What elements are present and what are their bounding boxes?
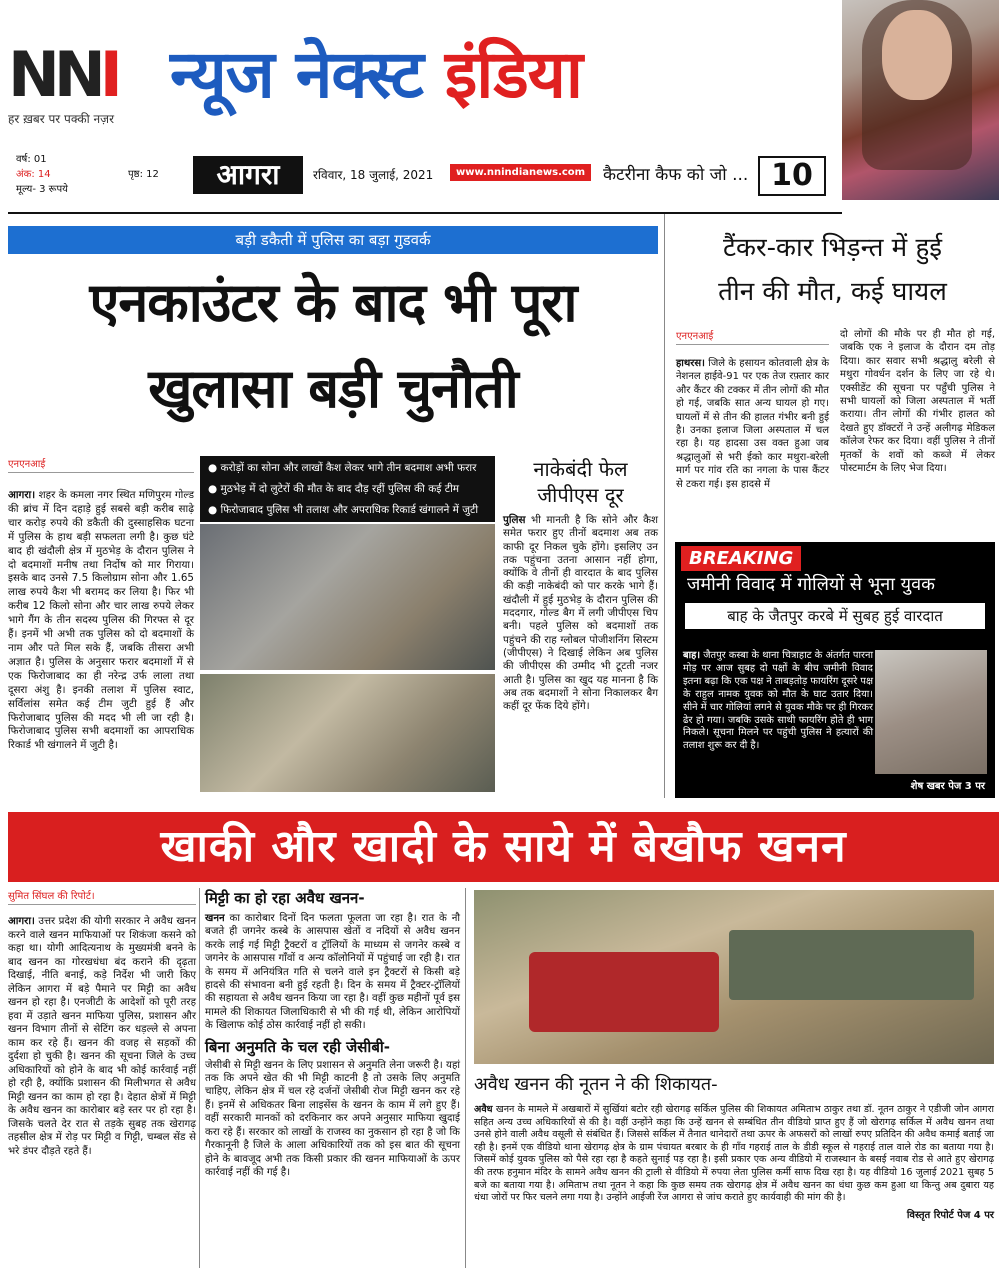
issue-year: वर्ष: 01 <box>16 154 47 165</box>
edition-city: आगरा <box>193 156 303 194</box>
mining-column-1: सुमित सिंघल की रिपोर्ट। आगरा। उत्तर प्रदेश की योगी सरकार ने अवैध खनन करने वाले खनन माफियाओं पर शिकंजा कसने को कहा था। योगी आदित्यनाथ के मुख्यमंत्री बनने के बाद खनन का गोरखधंधा बंद कराने की दृढ़ता दिखाई, नीति बनाई, कड़े निर्देश भी जारी किए लेकिन आगरा में बड़े पैमाने पर मिट्टी का अवैध खनन हो रहा है। एनजीटी के आदेशों को पूरी तरह हवा में उड़ाते खनन माफिया पुलिस, प्रशासन और खनन विभाग तीनों से सेटिंग कर धड़ल्ले से अपना काम कर रहे हैं। खनन की वजह से सड़कों की दुर्दशा हो चुकी है। खनन की सूचना जिले के उच्च अधिकारियों को होने के बाद भी कोई कार्रवाई नहीं हो रही है, क्योंकि प्रशासन की मिलीभगत से अवैध मिट्टी खनन का काम हो रहा है। देहात क्षेत्रों में मिट्टी के अवैध खनन का कारोबार बड़े स्तर पर हो रहा है। जिसके चलते देर रात से तड़के सुबह तक खेरागढ़ तहसील क्षेत्र में रोड़ पर मिट्टी व गिट्टी, चम्बल सेंड से भरे डंपर दौड़ते रहते हैं। <box>8 888 196 1158</box>
lead-headline-line1: एनकाउंटर के बाद भी पूरा <box>89 271 577 334</box>
issue-number: अंक: 14 <box>16 169 51 180</box>
tanker-headline: टैंकर-कार भिड़न्त में हुई तीन की मौत, कई घायल <box>718 233 947 307</box>
tanker-col2-body: दो लोगों की मौके पर ही मौत हो गई, जबकि एक ने इलाज के दौरान दम तोड़ दिया। कार सवार सभी श्रद्धालु बरेली से मथुरा गोवर्धन दर्शन के लिए जा रहे थे। एक्सीडेंट की सूचना पर पहुँची पुलिस ने सभी घायलों को जिला अस्पताल में भर्ती कराया। तीन लोगों की गंभीर हालत को देखते हुए डॉक्टरों ने उन्हें अलीगढ़ मेडिकल कॉलेज रेफर कर दिया। वहीं पुलिस ने तीनों मृतकों के शवों को कब्जे में लेकर पोस्टमार्टम के लिए भेज दिया। <box>840 329 995 475</box>
edition-date: रविवार, 18 जुलाई, 2021 <box>313 168 434 182</box>
breaking-subheadline: बाह के जैतपुर करबे में सुबह हुई वारदात <box>685 603 985 629</box>
breaking-continued: शेष खबर पेज 3 पर <box>910 781 985 792</box>
tanker-byline: एनएनआई <box>676 328 829 345</box>
lead-dateline: आगरा। <box>8 489 36 501</box>
lead-highlight-item: ● फिरोजाबाद पुलिस भी तलाश और अपराधिक रिकार्ड खंगालने में जुटी <box>208 504 479 516</box>
lead-highlights <box>200 456 495 522</box>
lead-headline-line2: खुलासा बड़ी चुनौती <box>148 357 518 420</box>
tanker-column-1: एनएनआई हाथरस। जिले के हसायन कोतवाली क्षेत्र के नेशनल हाईवे-91 पर एक तेज रफ़्तार कार और कैंटर की टक्कर में तीन लोगों की मौत हो गई, जबकि सात अन्य घायल हो गए। घायलों में से तीन की हालत गंभीर बनी हुई है। उनका इलाज जिला अस्पताल में चल रहा है। यह हादसा उस वक्त हुआ जब श्रद्धालुओं से भरी ईको कार मथुरा-बरेली मार्ग पर गांव रति का नगला के पास कैंटर से टकरा गई। इस हादसे में <box>676 328 829 491</box>
mining-column-2: मिट्टी का हो रहा अवैध खनन- खनन का कारोबार दिनों दिन फलता फूलता जा रहा है। रात के नौ बजते ही जगनेर कस्बे के आसपास खेतों व नदियों से अवैध खनन करके लाई गई मिट्टी ट्रैक्टरों व ट्रॉलियों के माध्यम से जगनेर कस्बे व जगनेर के आसपास गाँवों व अन्य कॉलोनियों में पहुंचाई जा रही है। रात के समय में अनियंत्रित गति से चलने वाले इन ट्रैक्टरों से किसी बड़े हादसे की संभावना बनी हुई रहती है। दिन के समय में ट्रैक्टर-ट्रॉलियों की सहायता से अवैध खनन किया जा रहा है। वहीं कुछ महीनों पूर्व इस मामले की शिकायत जिलाधिकारी से भी की गई थी, लेकिन आरोपियों के खिलाफ कोई ठोस कार्रवाई नहीं हो सकी। बिना अनुमति के चल रही जेसीबी- जेसीबी से मिट्टी खनन के लिए प्रशासन से अनुमति लेना जरूरी है। यहां तक कि अपने खेत की भी मिट्टी काटनी है तो उसके लिए अनुमति चाहिए, लेकिन क्षेत्र में चल रहे दर्जनों जेसीबी रोज मिट्टी खनन कर रहे हैं। इनमें से अधिकतर बिना लाइसेंस के खनन के काम में लगे हुए हैं। वहीं सरकारी मानकों को दरकिनार कर अपने अनुसार माफिया खुदाई करा रहे हैं। सरकार को लाखों के राजस्व का नुकसान हो रहा है जो कि गैरकानूनी है जिले के आला अधिकारियों तक को इस बात की सूचना होने के बावजूद अभी तक किसी प्रकार की खनन माफियाओं के ऊपर कार्रवाई नहीं की गई है। <box>205 889 460 1178</box>
tanker-column-2 <box>840 328 995 475</box>
teaser-page-number: 10 <box>758 156 826 196</box>
mining-col2-body: का कारोबार दिनों दिन फलता फूलता जा रहा है। रात के नौ बजते ही जगनेर कस्बे के आसपास खेतों व नदियों से अवैध खनन करके लाई गई मिट्टी ट्रैक्टरों व ट्रॉलियों के माध्यम से जगनेर कस्बे व जगनेर के आसपास गाँवों व अन्य कॉलोनियों में पहुंचाई जा रही है। रात के समय में अनियंत्रित गति से चलने वाले इन ट्रैक्टरों से किसी बड़े हादसे की संभावना बनी हुई रहती है। दिन के समय में ट्रैक्टर-ट्रॉलियों की सहायता से अवैध खनन किया जा रहा है। वहीं कुछ महीनों पूर्व इस मामले की शिकायत जिलाधिकारी से भी की गई थी, लेकिन आरोपियों के खिलाफ कोई ठोस कार्रवाई नहीं हो सकी। <box>205 913 460 1032</box>
lead-highlight-item: ● मुठभेड़ में दो लुटेरों की मौत के बाद दौड़ रहीं पुलिस की कई टीम <box>208 483 460 495</box>
issue-pages: पृष्ठ: 12 <box>128 169 159 180</box>
lead-column-3 <box>503 456 658 713</box>
issue-price: मूल्य- 3 रूपये <box>16 184 68 195</box>
lead-headline <box>8 260 658 432</box>
mining-column-3: अवैध खनन की नूतन ने की शिकायत- अवैध खनन के मामले में अखबारों में सुर्खियां बटोर रही खेरागढ़ सर्किल पुलिस की शिकायत अमिताभ ठाकुर तथा डॉ. नूतन ठाकुर ने एडीजी जोन आगरा सहित अन्य उच्च अधिकारियों से की है। वहीं उन्होंने कहा कि उन्हें खनन से सम्बंधित तीन वीडियो प्राप्त हुए हैं जो खेरागढ़ सर्किल में अवैध खनन तथा उनसे होने वाली अवैध वसूली से संबंधित हैं। जिससे सर्किल में तैनात थानेदारों तथा ऊपर के अफसरों को लाखों रुपए प्रतिदिन की अवैध कमाई बताई जा रही है। इनमें एक वीडियो थाना खेरागढ़ क्षेत्र के ग्राम पंचायत बरबार के ही गाँव गहराई ताल के डीडी स्कूल से गहराई ताल वाले रोड का बताया गया है। जिसमें कोई युवक पुलिस को पैसे रहा रहा है कहते सुनाई पड़ रहा है। इसी प्रकार एक अन्य वीडियो में राजस्थान के बसई नवाब रोड से आते हुए खेरागढ़ की तरफ हनुमान मंदिर के सामने अवैध खनन की ट्राली से वीडियो में रुपया लेता पुलिस कर्मी साफ दिख रहा है। यह वीडियो 16 जुलाई 2021 सुबह 5 बजे का बताया गया है। अमिताभ तथा नूतन ने कहा कि कुछ समय तक खेरागढ़ क्षेत्र में अवैध खनन का धंधा कुछ कम हुआ था किन्तु अब दुबारा यह धंधा जोरों पर फिर चलने लगा गया है। उन्होंने आईजी रेंज आगरा से जांच कराते हुए कार्यवाही की मांग की है। विस्तृत रिपोर्ट पेज 4 पर <box>474 1070 994 1221</box>
breaking-tag: BREAKING <box>681 546 801 571</box>
lead-kicker: बड़ी डकैती में पुलिस का बड़ा गुडवर्क <box>8 226 658 254</box>
newspaper-logo <box>8 34 158 130</box>
lead-byline: एनएनआई <box>8 456 194 473</box>
masthead-rule <box>8 212 842 214</box>
mining-section-heading-2: बिना अनुमति के चल रही जेसीबी- <box>205 1037 390 1056</box>
tanker-col1-body: जिले के हसायन कोतवाली क्षेत्र के नेशनल हाईवे-91 पर एक तेज रफ़्तार कार और कैंटर की टक्कर में तीन लोगों की मौत हो गई, जबकि सात अन्य घायल हो गए। घायलों में से तीन की हालत गंभीर बनी हुई है। उनका इलाज जिला अस्पताल में चल रहा है। यह हादसा उस वक्त हुआ जब श्रद्धालुओं से भरी ईको कार मथुरा-बरेली मार्ग पर गांव रति का नगला के पास कैंटर से टकरा गई। इस हादसे में <box>676 358 830 490</box>
logo-tagline: हर ख़बर पर पक्की नज़र <box>8 112 114 126</box>
lead-body: शहर के कमला नगर स्थित मणिपुरम गोल्ड की ब्रांच में दिन दहाड़े हुई सबसे बड़ी करीब साढ़े चार करोड़ रुपये की डकैती की दुस्साहसिक घटना में पुलिस के हाथ बड़ी सफलता लगी है। कुछ घंटे बाद ही खंदौली क्षेत्र में मुठभेड़ के दौरान पुलिस ने दो बदमाशों मनीष तथा निर्दोष को मार गिराया। इसके बाद उनसे 7.5 किलोग्राम सोना और 1.65 लाख रुपये कैश भी बरामद कर लिया है। फिर भी करीब 12 किलो सोना और चार लाख रुपये लेकर भागे गैंग के तीन सदस्य पुलिस की गिरफ्त से दूर हैं। इनमें भी अभी तक पुलिस को दो बदमाशों के नाम और पते मिल सके हैं, जबकि तीसरा अभी अज्ञात है। पुलिस के अनुसार फरार बदमाशों में से एक फिरोजाबाद का ही नरेन्द्र उर्फ लाला तथा दूसरा अंशु है। इनकी तलाश में पुलिस स्वाट, सर्विलांस समेत कई टीम जुटी हुई हैं और फिरोजाबाद पुलिस की मदद भी ली जा रही है। फिरोजाबाद पुलिस सभी बदमाशों का आपराधिक रिकार्ड भी खंगालने में जुटी है। <box>8 489 194 752</box>
mining-continued: विस्तृत रिपोर्ट पेज 4 पर <box>906 1209 994 1221</box>
logo-mark: NNI <box>8 38 117 111</box>
lead-subheading: नाकेबंदी फेल जीपीएस दूर <box>533 457 628 507</box>
tractor-shape <box>529 952 719 1032</box>
mining-col2b-body: जेसीबी से मिट्टी खनन के लिए प्रशासन से अनुमति लेना जरूरी है। यहां तक कि अपने खेत की भी मिट्टी काटनी है तो उसके लिए अनुमति चाहिए, लेकिन क्षेत्र में चल रहे दर्जनों जेसीबी रोज मिट्टी खनन कर रहे हैं। इनमें से अधिकतर बिना लाइसेंस के खनन के काम में लगे हुए हैं। वहीं सरकारी मानकों को दरकिनार कर अपने अनुसार माफिया खुदाई करा रहे हैं। सरकार को लाखों के राजस्व का नुकसान हो रहा है जो कि गैरकानूनी है जिले के आला अधिकारियों तक को इस बात की सूचना होने के बावजूद अभी तक किसी प्रकार की खनन माफियाओं के ऊपर कार्रवाई नहीं की गई है। <box>205 1059 460 1178</box>
mining-col3-body: खनन के मामले में अखबारों में सुर्खियां बटोर रही खेरागढ़ सर्किल पुलिस की शिकायत अमिताभ ठाकुर तथा डॉ. नूतन ठाकुर ने एडीजी जोन आगरा सहित अन्य उच्च अधिकारियों से की है। वहीं उन्होंने कहा कि उन्हें खनन से सम्बंधित तीन वीडियो प्राप्त हुए हैं जो खेरागढ़ सर्किल में अवैध खनन तथा उनसे होने वाली अवैध वसूली से संबंधित हैं। जिससे सर्किल में तैनात थानेदारों तथा ऊपर के अफसरों को लाखों रुपए प्रतिदिन की अवैध कमाई बताई जा रही है। इनमें एक वीडियो थाना खेरागढ़ क्षेत्र के ग्राम पंचायत बरबार के ही गाँव गहराई ताल के डीडी स्कूल से गहराई ताल वाले रोड का बताया गया है। जिसमें कोई युवक पुलिस को पैसे रहा रहा है कहते सुनाई पड़ रहा है। इसी प्रकार एक अन्य वीडियो में राजस्थान के बसई नवाब रोड से आते हुए खेरागढ़ की तरफ हनुमान मंदिर के सामने अवैध खनन की ट्राली से वीडियो में रुपया लेता पुलिस कर्मी साफ दिख रहा है। यह वीडियो 16 जुलाई 2021 सुबह 5 बजे का बताया गया है। अमिताभ तथा नूतन ने कहा कि कुछ समय तक खेरागढ़ क्षेत्र में अवैध खनन का धंधा कुछ कम हुआ था किन्तु अब दुबारा यह धंधा जोरों पर फिर चलने लगा गया है। उन्होंने आईजी रेंज आगरा से जांच कराते हुए कार्यवाही की मांग की है। <box>474 1104 994 1204</box>
mining-banner-headline: खाकी और खादी के साये में बेखौफ खनन <box>8 812 999 882</box>
lead-col3-body: भी मानती है कि सोने और कैश समेत फरार हुए तीनों बदमाश अब तक काफी दूर निकल चुके होंगे। इसलिए उन तक पहुंचना उतना आसान नहीं होगा, क्योंकि वे तीनों ही वारदात के बाद पुलिस की कड़ी नाकेबंदी को पार करके भागे हैं। खंदौली में हुई मुठभेड़ के दौरान पुलिस की मददगार, गोल्ड बैग में लगी जीपीएस चिप बनी। पहले पुलिस को बदमाशों तक पहुंचने की राह ग्लोबल पोजीशनिंग सिस्टम (जीपीएस) ने दिखाई लेकिन अब पुलिस की जीपीएस की उम्मीद भी टूटती नजर आती है। पुलिस का खुद यह मानना है कि अब तक बदमाशों ने सोना निकालकर बैग कहीं दूर फेंक दिये होंगे। <box>503 514 658 713</box>
col3-dateline: पुलिस <box>503 514 526 526</box>
masthead-title-part1: न्यूज नेक्स्ट <box>170 36 423 113</box>
website-url[interactable]: www.nnindianews.com <box>450 164 591 181</box>
trolley-shape <box>729 930 974 1000</box>
mining-section-heading-3: अवैध खनन की नूतन ने की शिकायत- <box>474 1074 718 1095</box>
mining-byline: सुमित सिंघल की रिपोर्ट। <box>8 888 196 905</box>
lead-column-1 <box>8 456 194 753</box>
police-team-photo <box>200 524 495 670</box>
edition-info-bar <box>8 150 842 198</box>
illegal-mining-photo <box>474 890 994 1064</box>
masthead-title <box>170 20 838 130</box>
celebrity-photo <box>842 0 999 200</box>
police-patrol-photo <box>200 674 495 792</box>
lead-highlight-item: ● करोड़ों का सोना और लाखों कैश लेकर भागे तीन बदमाश अभी फरार <box>208 462 477 474</box>
mining-section-heading-1: मिट्टी का हो रहा अवैध खनन- <box>205 889 365 907</box>
mining-col1-body: उत्तर प्रदेश की योगी सरकार ने अवैध खनन करने वाले खनन माफियाओं पर शिकंजा कसने को कहा था। योगी आदित्यनाथ के मुख्यमंत्री बनने के बाद खनन का गोरखधंधा बंद कराने की दृढ़ता दिखाई, नीति बनाई, कड़े निर्देश भी जारी किए लेकिन आगरा में बड़े पैमाने पर मिट्टी का अवैध खनन हो रहा है। एनजीटी के आदेशों को पूरी तरह हवा में उड़ाते खनन माफिया पुलिस, प्रशासन और खनन विभाग तीनों से सेटिंग कर धड़ल्ले से अपना काम कर रहे हैं। खनन की वजह से सड़कों की दुर्दशा हो चुकी है। खनन की सूचना जिले के उच्च अधिकारियों को होने के बाद भी कोई कार्रवाई नहीं हो रही है, क्योंकि प्रशासन की मिलीभगत से अवैध मिट्टी खनन का काम हो रहा है। देहात क्षेत्रों में मिट्टी के अवैध खनन का कारोबार बड़े स्तर पर हो रहा है। जिसके चलते देर रात से तड़के सुबह तक खेरागढ़ तहसील क्षेत्र में रोड़ पर मिट्टी व गिट्टी, चम्बल सेंड से भरे डंपर दौड़ते रहते हैं। <box>8 916 196 1157</box>
breaking-photo <box>875 650 987 774</box>
masthead-title-part2: इंडिया <box>422 36 583 113</box>
breaking-news-box <box>675 542 995 798</box>
breaking-headline: जमीनी विवाद में गोलियों से भूना युवक <box>687 574 935 595</box>
breaking-body: बाह। जैतपुर कस्बा के थाना चित्राहाट के अंतर्गत पारना मोड़ पर आज सुबह दो पक्षों के बीच जमीनी विवाद इतना बढ़ा कि एक पक्ष ने ताबड़तोड़ फायरिंग दूसरे पक्ष के राहुल नामक युवक को मौत के घाट उतार दिया। सीने में चार गोलियां लगने से युवक मौके पर ही गिरकर ढेर हो गया। जबकि उसके साथी फायरिंग होते ही भाग निकले। सूचना मिलने पर पहुंची पुलिस ने हत्यारों की तलाश शुरू कर दी है। <box>683 650 873 752</box>
inside-teaser: कैटरीना कैफ को जो ... <box>603 165 749 185</box>
